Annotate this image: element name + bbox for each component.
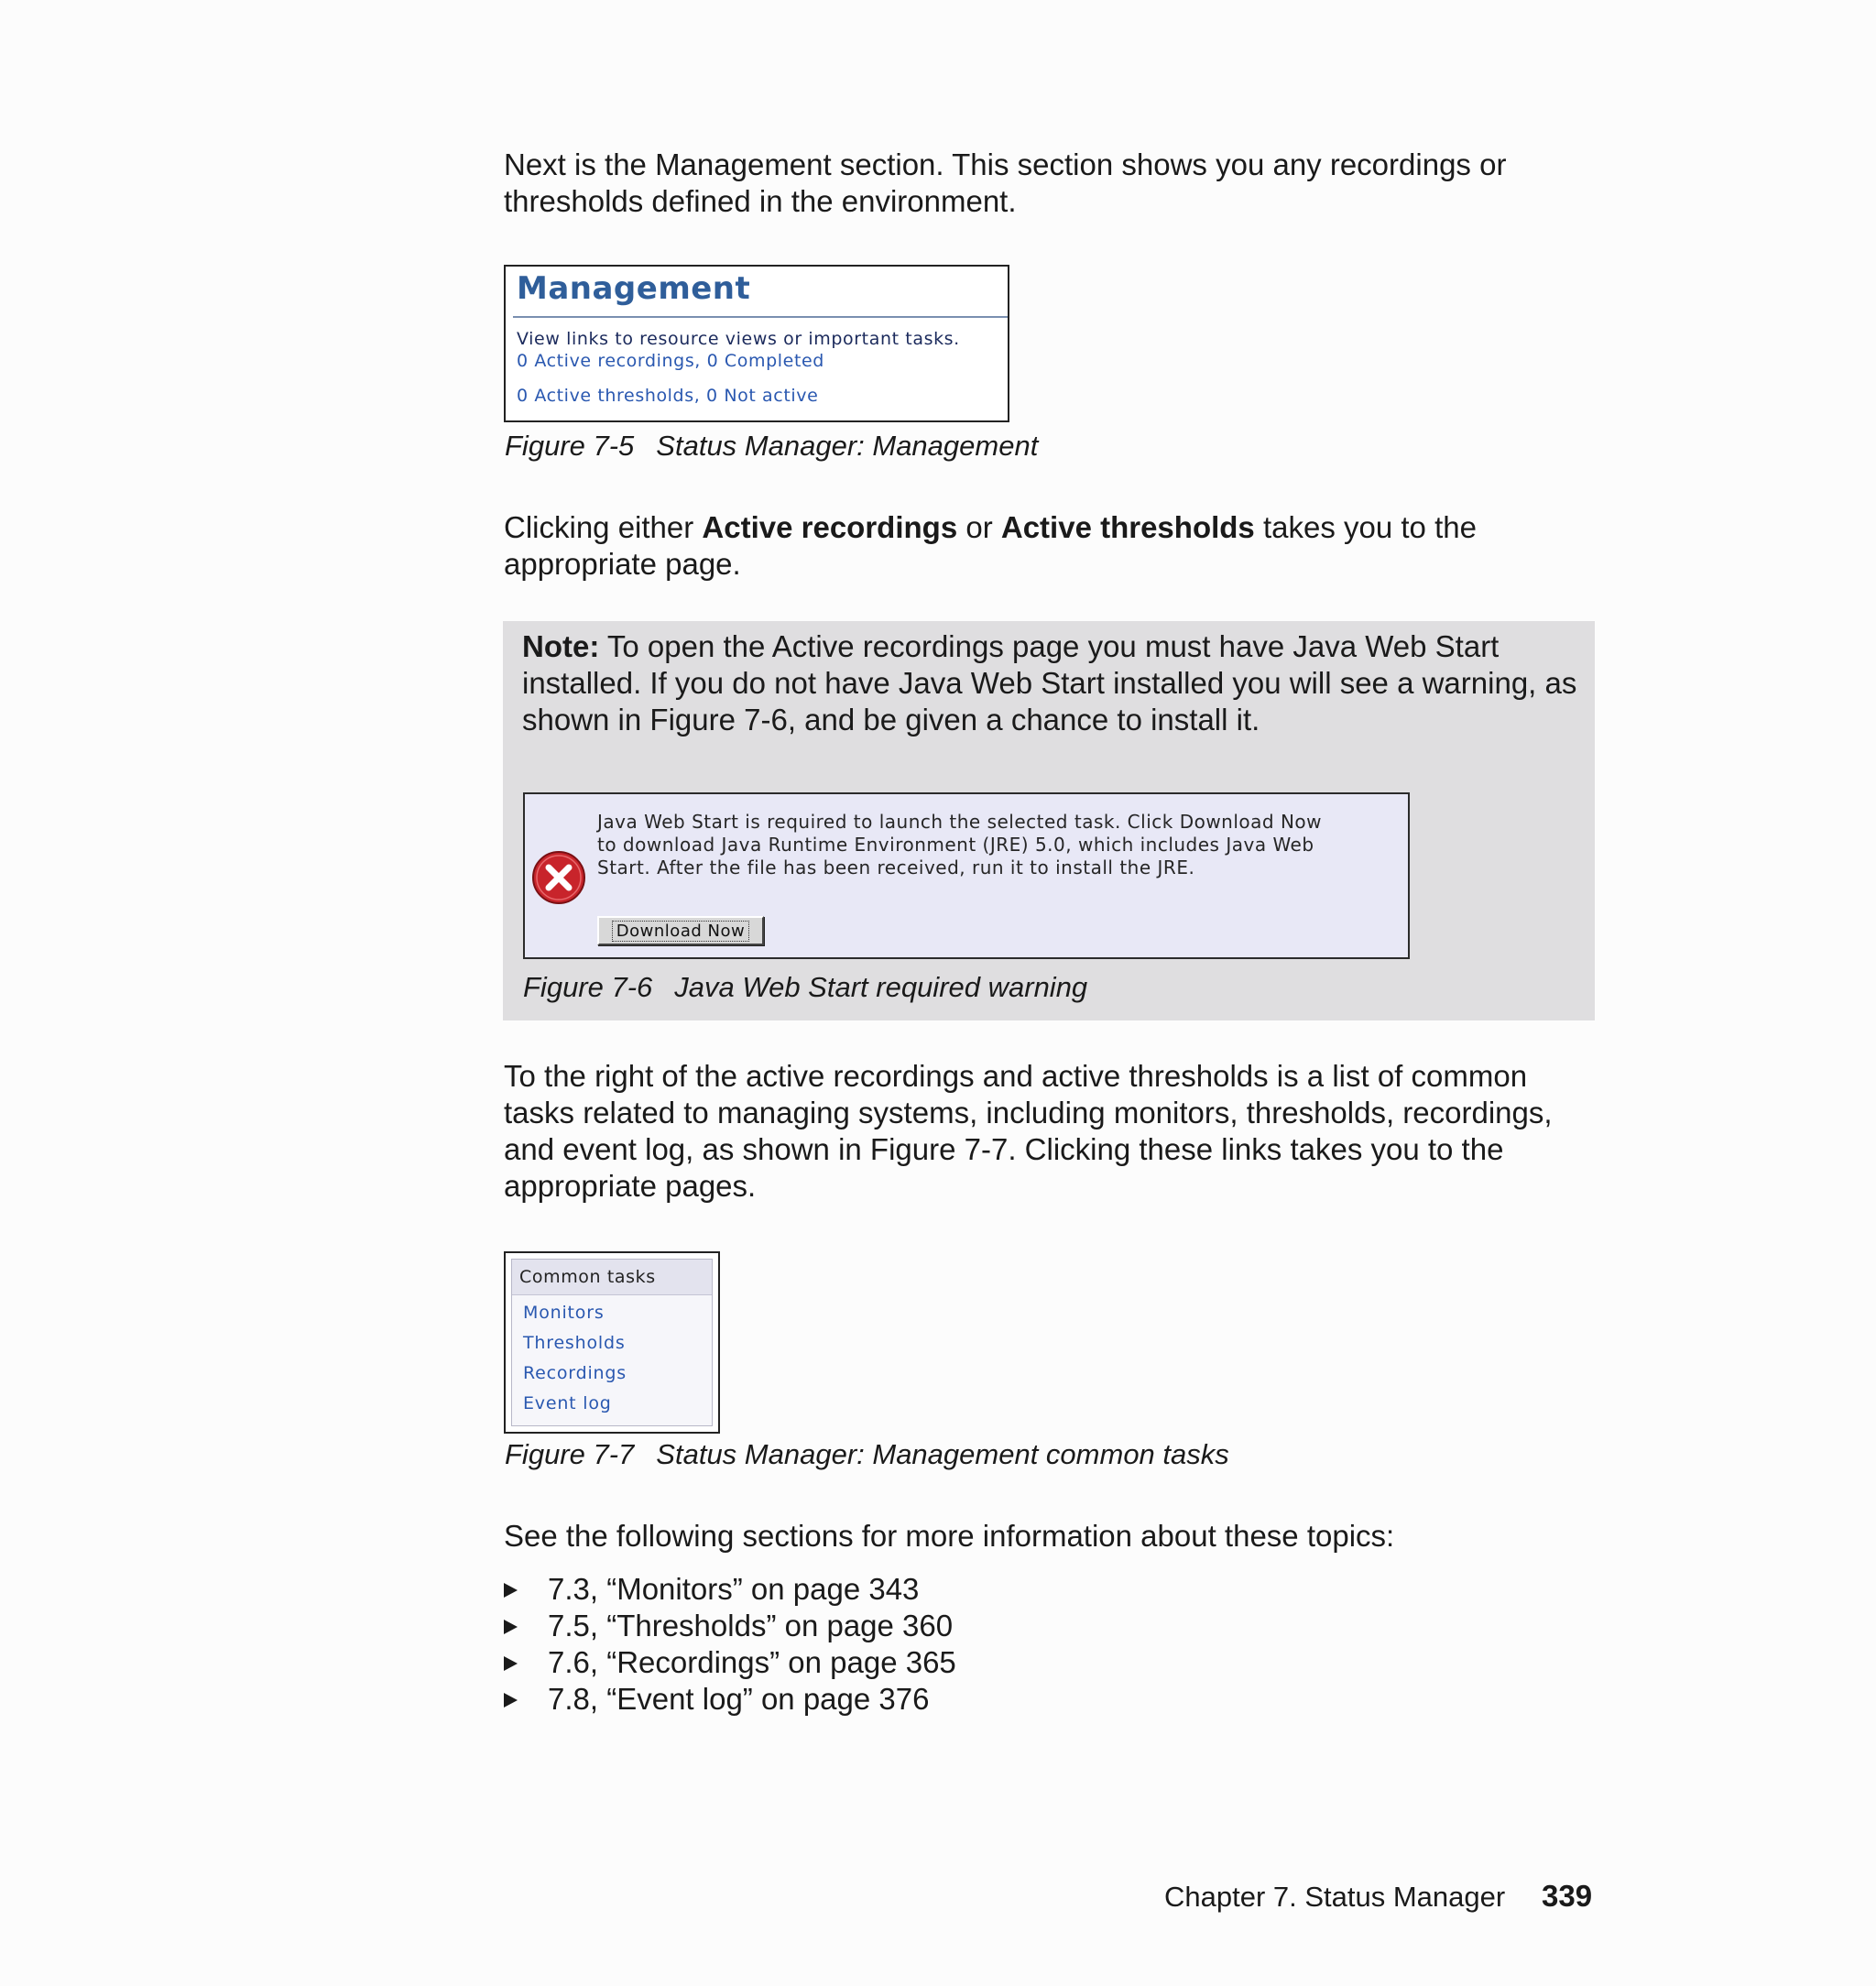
text-run: or bbox=[957, 510, 1001, 544]
common-tasks-panel bbox=[504, 1251, 720, 1434]
bold-term: Active thresholds bbox=[1000, 510, 1255, 544]
error-x-icon bbox=[531, 850, 586, 905]
common-tasks-title: Common tasks bbox=[519, 1267, 656, 1287]
caption-text: Status Manager: Management bbox=[656, 430, 1039, 462]
management-panel bbox=[504, 265, 1009, 422]
common-tasks-box bbox=[511, 1259, 713, 1426]
text-run: takes you to the appropriate page. bbox=[504, 510, 1477, 581]
warning-message: Java Web Start is required to launch the selected task. Click Download Now to download Java Runtime Environment (JRE) 5.0, which includes Java Web Start. After the file has been received, run it to install the JRE. bbox=[597, 811, 1323, 878]
active-thresholds-link[interactable]: 0 Active thresholds, 0 Not active bbox=[517, 386, 819, 406]
figure-7-7-caption bbox=[505, 1437, 1229, 1472]
page-number: 339 bbox=[1542, 1879, 1593, 1913]
download-now-label: Download Now bbox=[612, 921, 749, 942]
figure-7-5-caption bbox=[505, 429, 1038, 464]
caption-text: Java Web Start required warning bbox=[674, 971, 1088, 1003]
triangle-bullet-icon bbox=[504, 1620, 518, 1634]
note-text bbox=[522, 628, 1585, 738]
title-divider bbox=[513, 316, 1008, 318]
see-sections-paragraph: See the following sections for more information about these topics: bbox=[504, 1519, 1395, 1553]
common-tasks-header bbox=[512, 1260, 712, 1295]
download-now-button[interactable] bbox=[597, 916, 764, 945]
triangle-bullet-icon bbox=[504, 1583, 518, 1598]
triangle-bullet-icon bbox=[504, 1656, 518, 1671]
common-tasks-paragraph: To the right of the active recordings and active thresholds is a list of common tasks related to managing systems, including monitors, thresholds, recordings, and event log, as shown in Figure 7-7. Clicking these links takes you to the appropriate pages. bbox=[504, 1059, 1553, 1203]
reference-link[interactable]: 7.5, “Thresholds” on page 360 bbox=[548, 1609, 954, 1642]
management-description: View links to resource views or important tasks. bbox=[517, 329, 960, 349]
note-body: To open the Active recordings page you must have Java Web Start installed. If you do not have Java Web Start installed you will see a warning, as shown in Figure 7-6, and be given a chance to install it. bbox=[522, 629, 1577, 737]
thresholds-link[interactable]: Thresholds bbox=[523, 1333, 626, 1353]
active-recordings-link[interactable]: 0 Active recordings, 0 Completed bbox=[517, 351, 824, 371]
caption-number: Figure 7-6 bbox=[523, 971, 653, 1003]
note-label: Note: bbox=[522, 629, 600, 663]
figure-7-6-caption bbox=[523, 970, 1087, 1005]
java-web-start-warning-dialog bbox=[523, 792, 1410, 959]
caption-text: Status Manager: Management common tasks bbox=[656, 1438, 1229, 1470]
reference-link[interactable]: 7.8, “Event log” on page 376 bbox=[548, 1682, 930, 1716]
footer-chapter: Chapter 7. Status Manager bbox=[1164, 1881, 1506, 1913]
event-log-link[interactable]: Event log bbox=[523, 1393, 612, 1413]
reference-link[interactable]: 7.3, “Monitors” on page 343 bbox=[548, 1572, 920, 1606]
monitors-link[interactable]: Monitors bbox=[523, 1303, 605, 1323]
intro-paragraph: Next is the Management section. This section shows you any recordings or thresholds defined in the environment. bbox=[504, 147, 1507, 218]
triangle-bullet-icon bbox=[504, 1693, 518, 1708]
caption-number: Figure 7-7 bbox=[505, 1438, 635, 1470]
text-run: Clicking either bbox=[504, 510, 703, 544]
reference-link[interactable]: 7.6, “Recordings” on page 365 bbox=[548, 1645, 956, 1679]
note-box bbox=[503, 621, 1595, 1020]
clicking-paragraph bbox=[504, 509, 1594, 583]
caption-number: Figure 7-5 bbox=[505, 430, 635, 462]
management-title: Management bbox=[517, 270, 751, 307]
bold-term: Active recordings bbox=[702, 510, 958, 544]
recordings-link[interactable]: Recordings bbox=[523, 1363, 627, 1383]
